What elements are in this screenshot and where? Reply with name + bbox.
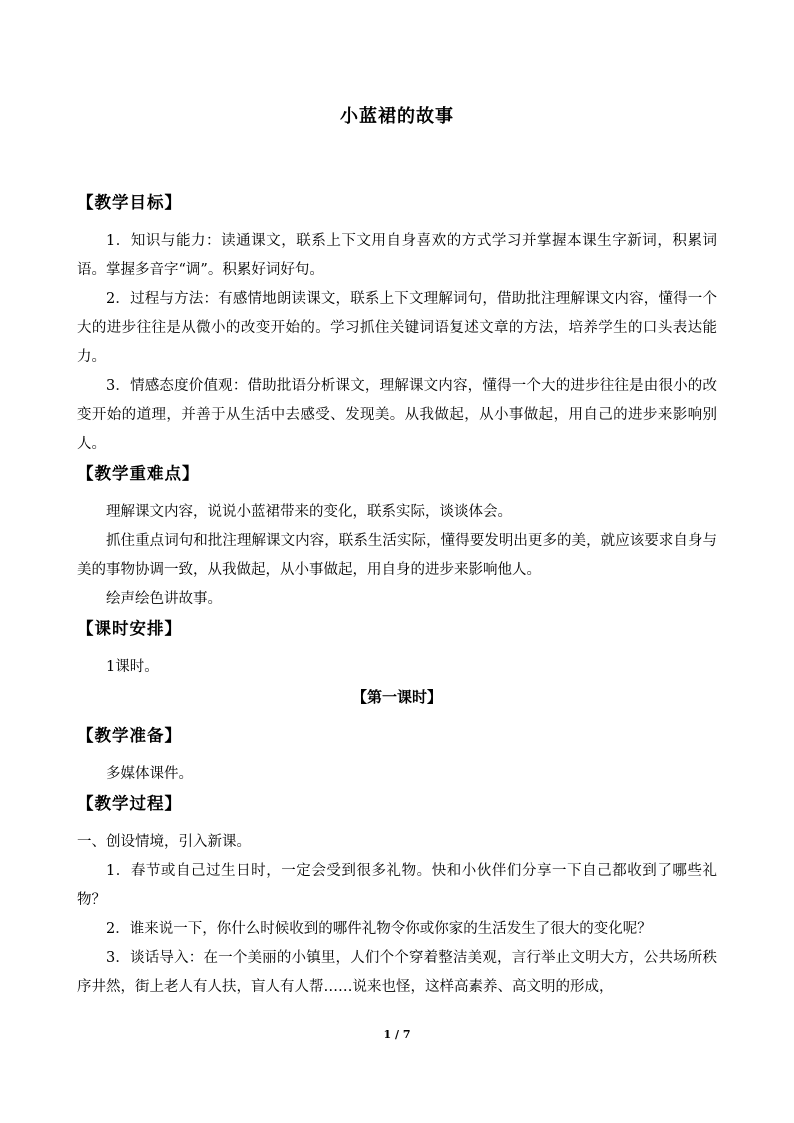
process-step-heading: 一、创设情境，引入新课。 [77, 834, 251, 850]
process-item: 2．谁来说一下，你什么时候收到的哪件礼物令你或你家的生活发生了很大的变化呢？ [106, 921, 652, 937]
process-heading: 【教学过程】 [77, 794, 182, 813]
page-title: 小蓝裙的故事 [340, 106, 454, 127]
process-item: 1．春节或自己过生日时，一定会受到很多礼物。快和小伙伴们分享一下自己都收到了哪些礼物？ [77, 863, 717, 908]
objectives-heading: 【教学目标】 [77, 193, 182, 212]
key-point-item: 抓住重点词句和批注理解课文内容，联系生活实际，懂得要发明出更多的美，就应该要求自身与美的事物协调一致，从我做起，从小事做起，用自身的进步来影响他人。 [77, 533, 717, 578]
objective-item: 3．情感态度价值观：借助批语分析课文，理解课文内容，懂得一个大的进步往往是由很小的改变开始的道理，并善于从生活中去感受、发现美。从我做起，从小事做起，用自己的进步来影响别人。 [77, 378, 717, 452]
preparation-text: 多媒体课件。 [106, 766, 193, 782]
schedule-text: 1课时。 [106, 659, 159, 675]
objective-item: 2．过程与方法：有感情地朗读课文，联系上下文理解词句，借助批注理解课文内容，懂得一个大的进步往往是从微小的改变开始的。学习抓住关键词语复述文章的方法，培养学生的口头表达能力。 [77, 291, 717, 365]
lesson-heading: 【第一课时】 [351, 688, 442, 706]
document-body [77, 188, 717, 1002]
process-item: 3．谈话导入：在一个美丽的小镇里，人们个个穿着整洁美观，言行举止文明大方，公共场所秩序井然，街上老人有人扶，盲人有人帮……说来也怪，这样高素养、高文明的形成， [77, 950, 717, 995]
preparation-heading: 【教学准备】 [77, 726, 182, 745]
key-points-heading: 【教学重难点】 [77, 464, 200, 483]
page-number: 1 / 7 [383, 1028, 411, 1041]
schedule-heading: 【课时安排】 [77, 619, 182, 638]
objective-item: 1．知识与能力：读通课文，联系上下文用自身喜欢的方式学习并掌握本课生字新词，积累词语。掌握多音字“调”。积累好词好句。 [77, 233, 717, 278]
key-point-item: 理解课文内容，说说小蓝裙带来的变化，联系实际，谈谈体会。 [106, 504, 512, 520]
key-point-item: 绘声绘色讲故事。 [106, 591, 222, 607]
